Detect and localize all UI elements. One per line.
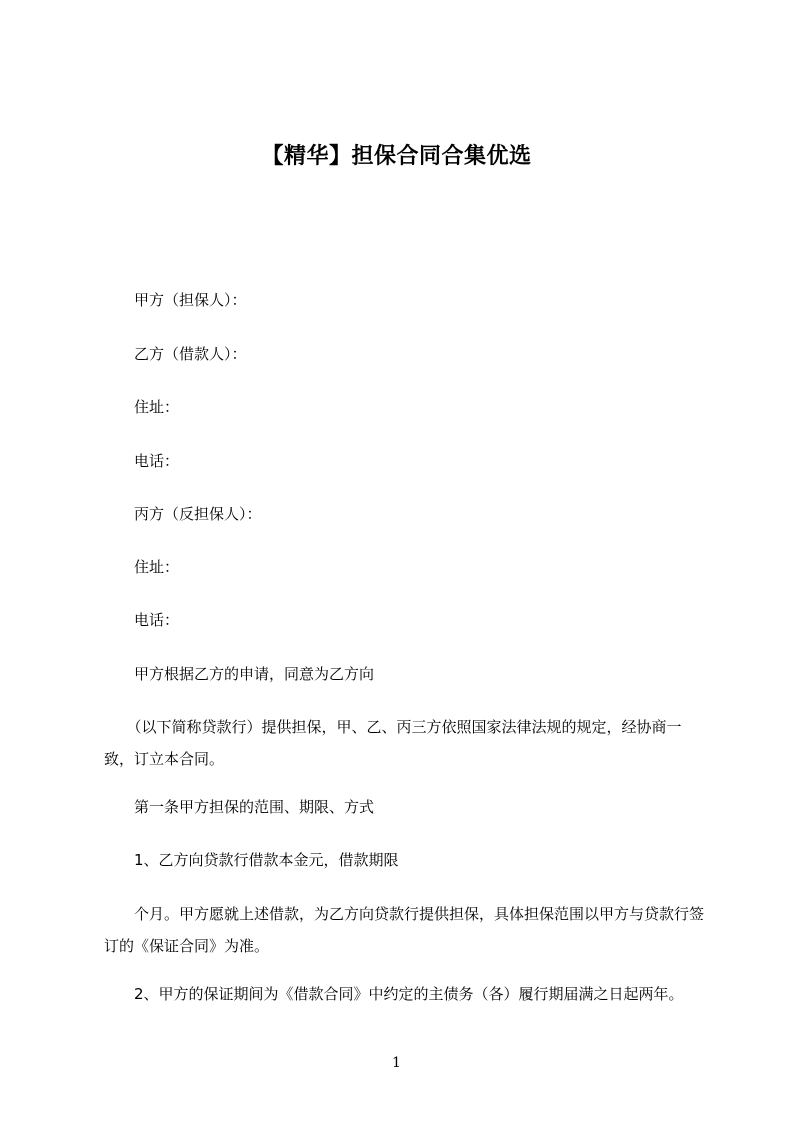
party-c-phone-line: 电话： xyxy=(104,611,180,629)
article-1-heading: 第一条甲方担保的范围、期限、方式 xyxy=(104,798,375,816)
document-title: 【精华】担保合同合集优选 xyxy=(261,144,532,169)
party-c-line: 丙方（反担保人）： xyxy=(104,505,262,523)
clause-1-paragraph: 1、乙方向贷款行借款本金元，借款期限 xyxy=(104,851,399,869)
page-number: 1 xyxy=(392,1055,401,1071)
clause-1-continuation-paragraph: 个月。甲方愿就上述借款，为乙方向贷款行提供担保，具体担保范围以甲方与贷款行签订的《保证合同》为准。 xyxy=(104,905,705,955)
party-c-address-line: 住址： xyxy=(104,558,180,576)
party-b-address-line: 住址： xyxy=(104,398,180,416)
party-a-line: 甲方（担保人）： xyxy=(104,291,247,309)
party-b-line: 乙方（借款人）： xyxy=(104,345,247,363)
preamble-paragraph: 甲方根据乙方的申请，同意为乙方向 xyxy=(104,665,375,683)
clause-2-paragraph: 2、甲方的保证期间为《借款合同》中约定的主债务（各）履行期届满之日起两年。 xyxy=(104,985,684,1003)
preamble-continuation-paragraph: （以下简称贷款行）提供担保，甲、乙、丙三方依照国家法律法规的规定，经协商一致，订立本合同。 xyxy=(104,718,682,768)
party-b-phone-line: 电话： xyxy=(104,452,180,470)
